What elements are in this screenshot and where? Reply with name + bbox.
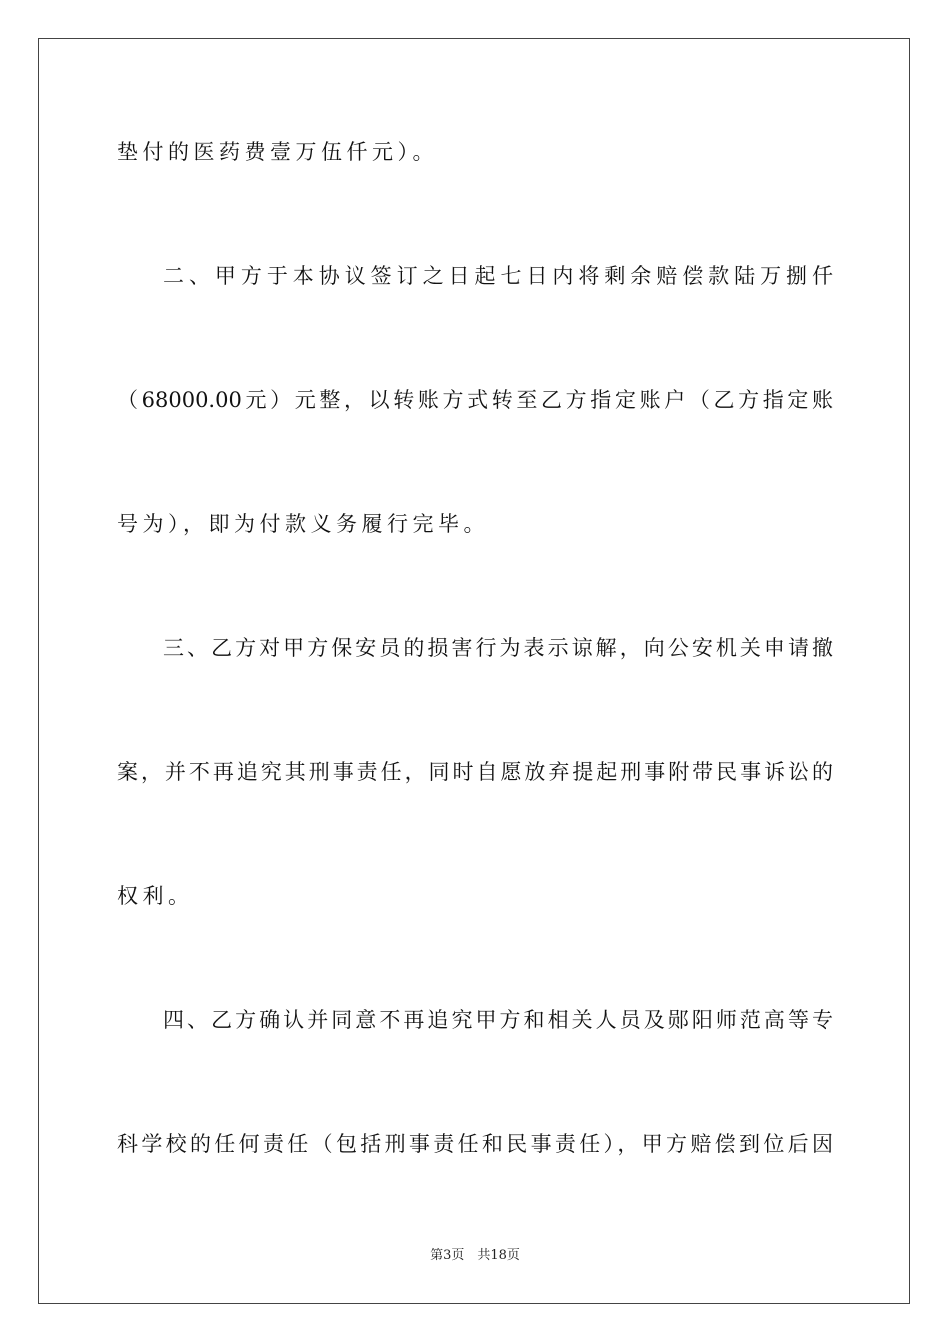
body-line-1: 垫付的医药费壹万伍仟元）。 bbox=[117, 140, 438, 164]
body-line-4: 号为），即为付款义务履行完毕。 bbox=[117, 512, 489, 536]
body-line-5: 三、乙方对甲方保安员的损害行为表示谅解，向公安机关申请撤 bbox=[163, 636, 833, 660]
body-line-3: （68000.00元）元整，以转账方式转至乙方指定账户（乙方指定账 bbox=[117, 388, 833, 412]
page-number-footer: 第3页 共18页 bbox=[430, 1248, 520, 1263]
body-line-9: 科学校的任何责任（包括刑事责任和民事责任），甲方赔偿到位后因 bbox=[117, 1132, 833, 1156]
body-line-2: 二、甲方于本协议签订之日起七日内将剩余赔偿款陆万捌仟 bbox=[163, 264, 833, 288]
body-line-6: 案，并不再追究其刑事责任，同时自愿放弃提起刑事附带民事诉讼的 bbox=[117, 760, 833, 784]
body-line-8: 四、乙方确认并同意不再追究甲方和相关人员及郧阳师范高等专 bbox=[163, 1008, 833, 1032]
body-line-7: 权利。 bbox=[117, 884, 194, 908]
page-border bbox=[38, 38, 910, 1304]
